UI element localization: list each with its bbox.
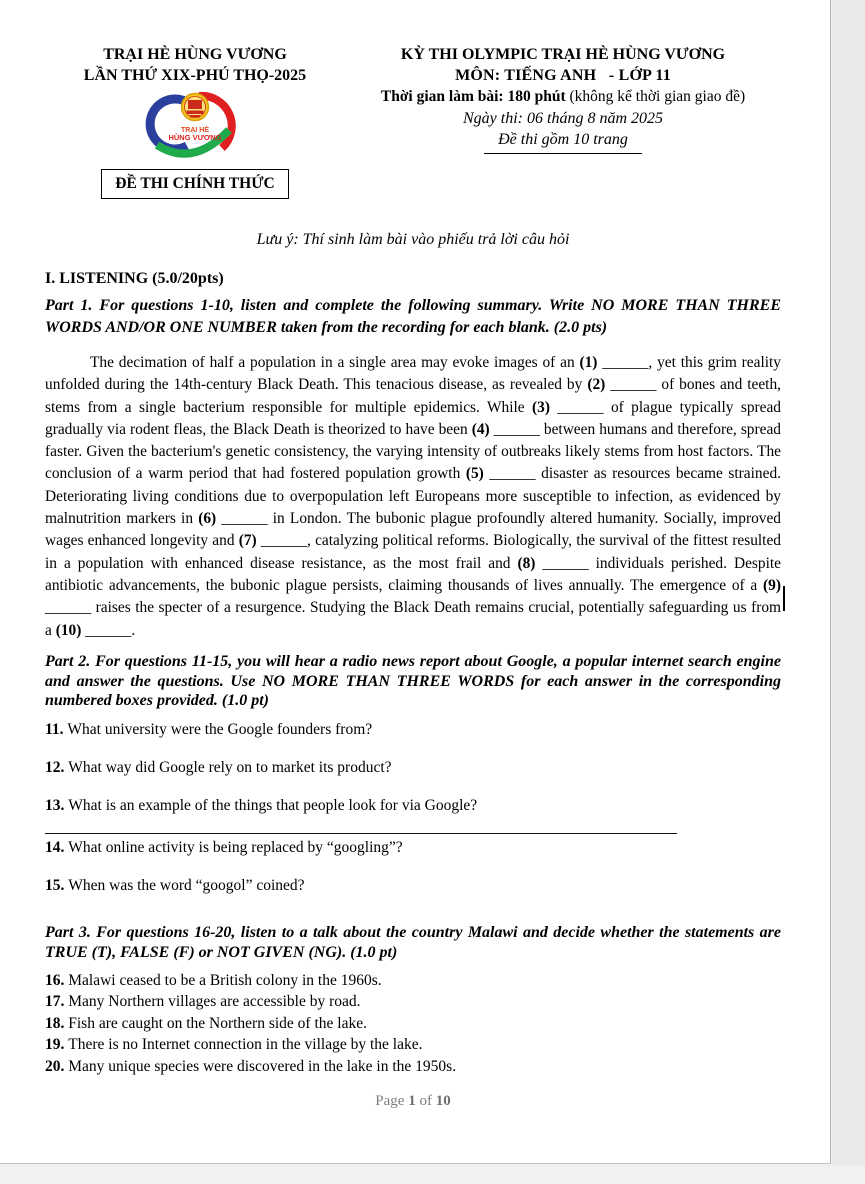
official-exam-box: ĐỀ THI CHÍNH THỨC xyxy=(101,169,288,199)
statement-item: 18. Fish are caught on the Northern side of the lake. xyxy=(45,1014,367,1032)
statement-item: 19. There is no Internet connection in the village by the lake. xyxy=(45,1036,423,1054)
logo-text-bottom: HÙNG VƯƠNG xyxy=(168,133,222,142)
question-number: 20. xyxy=(45,1057,69,1075)
question-item: 14. What online activity is being replaced by “googling”? xyxy=(45,839,403,857)
exam-duration xyxy=(345,86,781,108)
part1-heading: Part 1. For questions 1-10, listen and complete the following summary. Write NO MORE THAN THREE WORDS AND/OR ONE NUMBER taken from the recording for each blank. (2.0 pts) xyxy=(45,297,781,336)
question-number: 18. xyxy=(45,1014,69,1032)
question-item: 11. What university were the Google founders from? xyxy=(45,721,373,739)
question-number: 14. xyxy=(45,839,69,857)
candidate-note: Lưu ý: Thí sinh làm bài vào phiếu trả lời câu hỏi xyxy=(256,231,570,248)
header-left-column xyxy=(45,44,345,199)
hung-vuong-camp-logo-icon xyxy=(141,88,249,166)
footer-of: of xyxy=(415,1093,436,1110)
viewer-bottom-band xyxy=(0,1165,865,1184)
header-right-column xyxy=(345,44,781,199)
question-number: 17. xyxy=(45,993,69,1011)
part2-heading: Part 2. For questions 11-15, you will hear a radio news report about Google, a popular internet search engine and answer the questions. Use NO MORE THAN THREE WORDS for each answer in the corresponding numbered boxes provided. (1.0 pt) xyxy=(45,652,781,710)
question-item: 15. When was the word “googol” coined? xyxy=(45,877,305,895)
footer-total-pages: 10 xyxy=(435,1093,451,1110)
part1-summary-paragraph: The decimation of half a population in a single area may evoke images of an (1) ______, yet this grim reality unfolded during the 14th-century Black Death. This tenacious disease, as revealed by (2) ______ of bones and teeth, stems from a single bacterium responsible for multiple epidemics. While (3) ______ of plague typically spread gradually via rodent fleas, the Black Death is theorized to have been (4) ______ between humans and therefore, spread faster. Given the bacterium's genetic consistency, the varying intensity of outbreaks likely stems from host factors. The conclusion of a warm period that had fostered population growth (5) ______ disaster as resources became strained. Deteriorating living conditions due to overpopulation left Europeans more susceptible to infection, as evidenced by malnutrition markers in (6) ______ in London. The bubonic plague profoundly altered humanity. Socially, improved wages enhanced longevity and (7) ______, catalyzing political reforms. Biologically, the survival of the fittest resulted in a population with enhanced disease resistance, as the most frail and (8) ______ individuals perished. Despite antibiotic advancements, the bubonic plague persists, claiming thousands of lives annually. The emergence of a (9) ______ raises the specter of a resurgence. Studying the Black Death remains crucial, potentially safeguarding us from a (10) ______. xyxy=(45,354,781,639)
exam-date: Ngày thi: 06 tháng 8 năm 2025 xyxy=(463,110,663,127)
exam-title: KỲ THI OLYMPIC TRẠI HÈ HÙNG VƯƠNG xyxy=(400,46,726,63)
page-number-footer xyxy=(45,1092,781,1110)
question-number: 19. xyxy=(45,1036,69,1054)
question-number: 16. xyxy=(45,971,69,989)
statement-item: 16. Malawi ceased to be a British colony in the 1960s. xyxy=(45,971,382,989)
answer-line xyxy=(45,833,677,834)
part3-statement-list xyxy=(45,970,781,1078)
text-cursor-caret xyxy=(783,586,785,611)
question-number: 12. xyxy=(45,759,69,777)
part3-heading: Part 3. For questions 16-20, listen to a talk about the country Malawi and decide whether the statements are TRUE (T), FALSE (F) or NOT GIVEN (NG). (1.0 pt) xyxy=(45,924,781,962)
exam-duration-note: (không kể thời gian giao đề) xyxy=(565,88,746,105)
viewer-right-gutter xyxy=(832,0,865,1165)
listening-section-title: I. LISTENING (5.0/20pts) xyxy=(45,270,224,287)
question-item: 12. What way did Google rely on to market its product? xyxy=(45,759,392,777)
question-item: 13. What is an example of the things that people look for via Google? xyxy=(45,797,478,815)
exam-page-count: Đề thi gồm 10 trang xyxy=(484,130,642,154)
question-number: 15. xyxy=(45,877,69,895)
organization-name: TRẠI HÈ HÙNG VƯƠNG xyxy=(103,46,287,63)
logo-text-top: TRẠI HÈ xyxy=(181,127,209,134)
exam-duration-bold: Thời gian làm bài: 180 phút xyxy=(380,88,566,105)
footer-prefix: Page xyxy=(375,1093,409,1110)
exam-subject: MÔN: TIẾNG ANH - LỚP 11 xyxy=(455,67,671,84)
part2-question-list xyxy=(45,719,781,896)
question-number: 11. xyxy=(45,721,68,739)
organization-edition: LẦN THỨ XIX-PHÚ THỌ-2025 xyxy=(83,67,307,84)
question-number: 13. xyxy=(45,797,69,815)
footer-current-page: 1 xyxy=(408,1093,416,1110)
exam-header xyxy=(45,44,781,199)
statement-item: 17. Many Northern villages are accessible by road. xyxy=(45,993,361,1011)
statement-item: 20. Many unique species were discovered in the lake in the 1950s. xyxy=(45,1057,457,1075)
